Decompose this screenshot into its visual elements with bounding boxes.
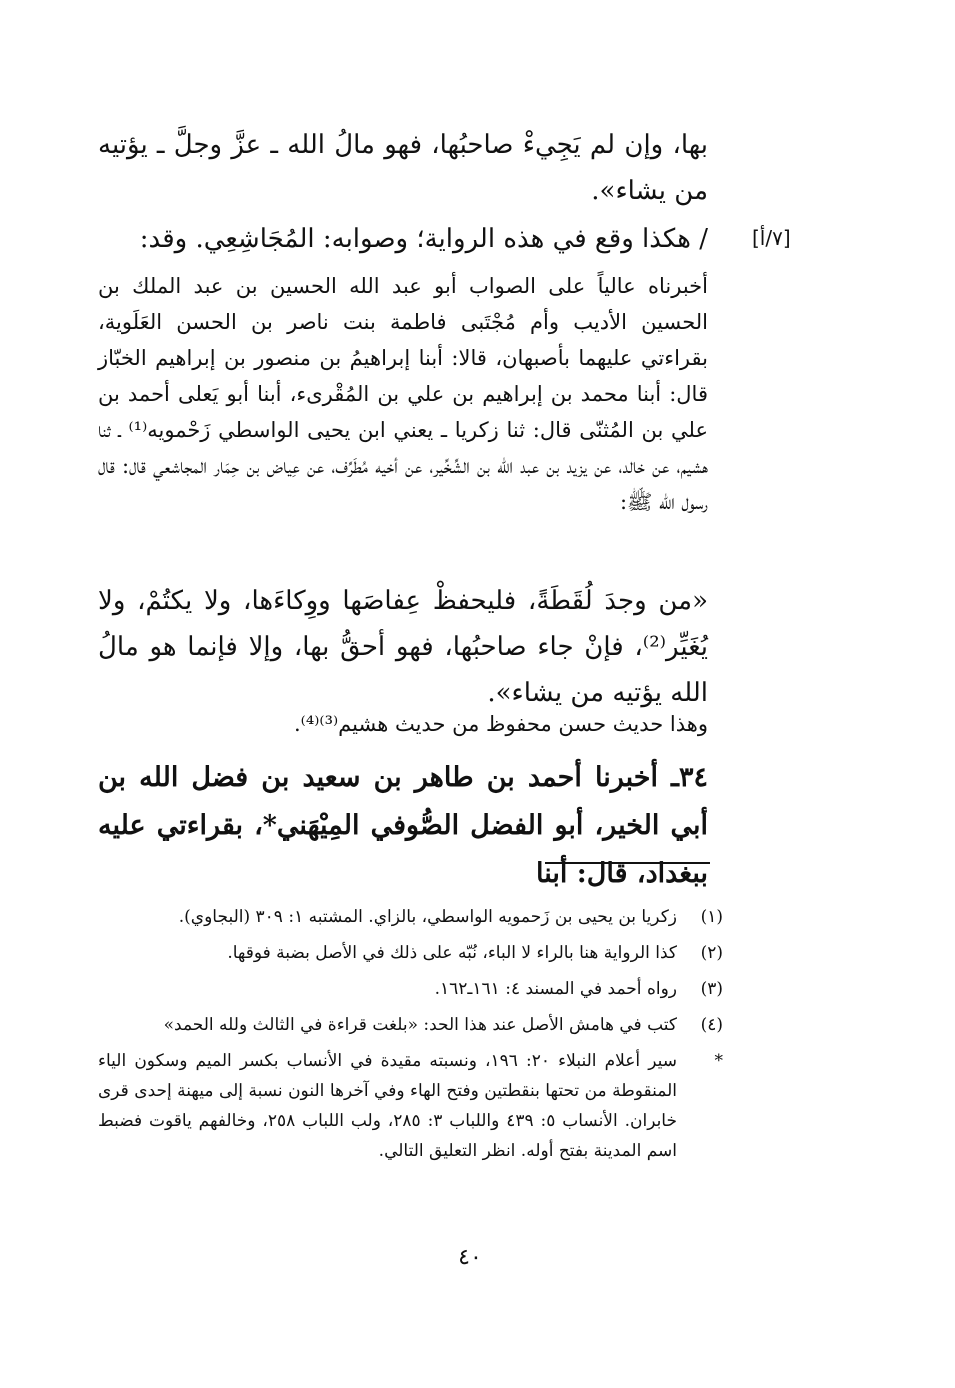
footnote-text: كتب في هامش الأصل عند هذا الحد: «بلغت قراءة في الثالث ولله الحمد»: [163, 1015, 677, 1035]
margin-folio-reference: [٧/أ]: [752, 226, 791, 250]
page-number: ٤٠: [458, 1245, 482, 1270]
footnote-text: كذا الرواية هنا بالراء لا الباء، نُبّه على ذلك في الأصل بضبة فوقها.: [227, 943, 677, 963]
footnote-text: سير أعلام النبلاء ٢٠: ١٩٦، ونسبته مقيدة في الأنساب بكسر الميم وسكون الياء المنقوطة من تحتها بنقطتين وفتح الهاء وفي آخرها النون نسبة إلى ميهنة إحدى قرى خابران. الأنساب ٥: ٤٣٩ واللباب ٣: ٢٨٥، ولب اللباب ٢٥٨، وخالفهم ياقوت فضبط اسم المدينة بفتح أوله. انظر التعليق التالي.: [98, 1051, 678, 1161]
grading-line: وهذا حديث حسن محفوظ من حديث هشيم⁽³⁾⁽⁴⁾.: [294, 712, 708, 736]
footnote-item: [98, 938, 723, 968]
footnote-text: رواه أحمد في المسند ٤: ١٦١ـ١٦٢.: [434, 979, 677, 999]
footnote-marker: (٤): [700, 1015, 723, 1035]
footnote-separator: [545, 862, 710, 864]
continuation-paragraph: بها، وإن لم يَجِيءْ صاحبُها، فهو مالُ الله ـ عزَّ وجلَّ ـ يؤتيه من يشاء».: [98, 130, 708, 206]
footnote-item: [98, 1046, 723, 1166]
entry-34-paragraph: ٣٤ـ أخبرنا أحمد بن طاهر بن سعيد بن فضل الله بن أبي الخير، أبو الفضل الصُّوفي المِيْهَني*، بقراءتي عليه ببغداد، قال: أبنا: [98, 762, 708, 889]
footnote-text: زكريا بن يحيى بن زَحمويه الواسطي، بالزاي. المشتبه ١: ٣٠٩ (البجاوي).: [178, 907, 677, 927]
footnote-marker: *: [714, 1051, 723, 1071]
footnote-item: [98, 902, 723, 932]
footnotes-list: [98, 902, 723, 1172]
footnote-item: [98, 1010, 723, 1040]
hadith-text: «من وجدَ لُقَطَةً، فليحفظْ عِفاصَها ووِكاءَها، ولا يكتُمْ، ولا يُغَيِّر⁽²⁾، فإنْ جاء صاحبُها، فهو أحقُّ بها، وإلا فإنما هو مالُ الله يؤتيه من يشاء».: [98, 586, 708, 708]
footnote-item: [98, 974, 723, 1004]
intro-line: / هكذا وقع في هذه الرواية؛ وصوابه: المُجَاشِعِي. وقد:: [139, 224, 708, 254]
footnote-marker: (٢): [700, 943, 723, 963]
footnote-marker: (١): [700, 907, 723, 927]
isnad-paragraph: أخبرناه عالياً على الصواب أبو عبد الله الحسين بن عبد الملك بن الحسين الأديب وأم مُجْتَبى فاطمة بنت ناصر بن الحسن العَلَوية، بقراءتي عليهما بأصبهان، قالا: أبنا إبراهيمُ بن منصور بن إبراهيم الخبّاز قال: أبنا محمد بن إبراهيم بن علي بن المُقْرىء، أبنا أبو يَعلى أحمد بن علي بن المُثنّى قال: ثنا زكريا ـ يعني ابن يحيى الواسطي زَحْمويه⁽¹⁾ ـ ثنا هشيم، عن خالد، عن يزيد بن عبد الله بن الشِّخِّير، عن أخيه مُطَرِّف، عن عِياض بن حِمَار المجاشعي قال: قال رسول الله ﷺ:: [98, 274, 708, 514]
footnote-marker: (٣): [700, 979, 723, 999]
